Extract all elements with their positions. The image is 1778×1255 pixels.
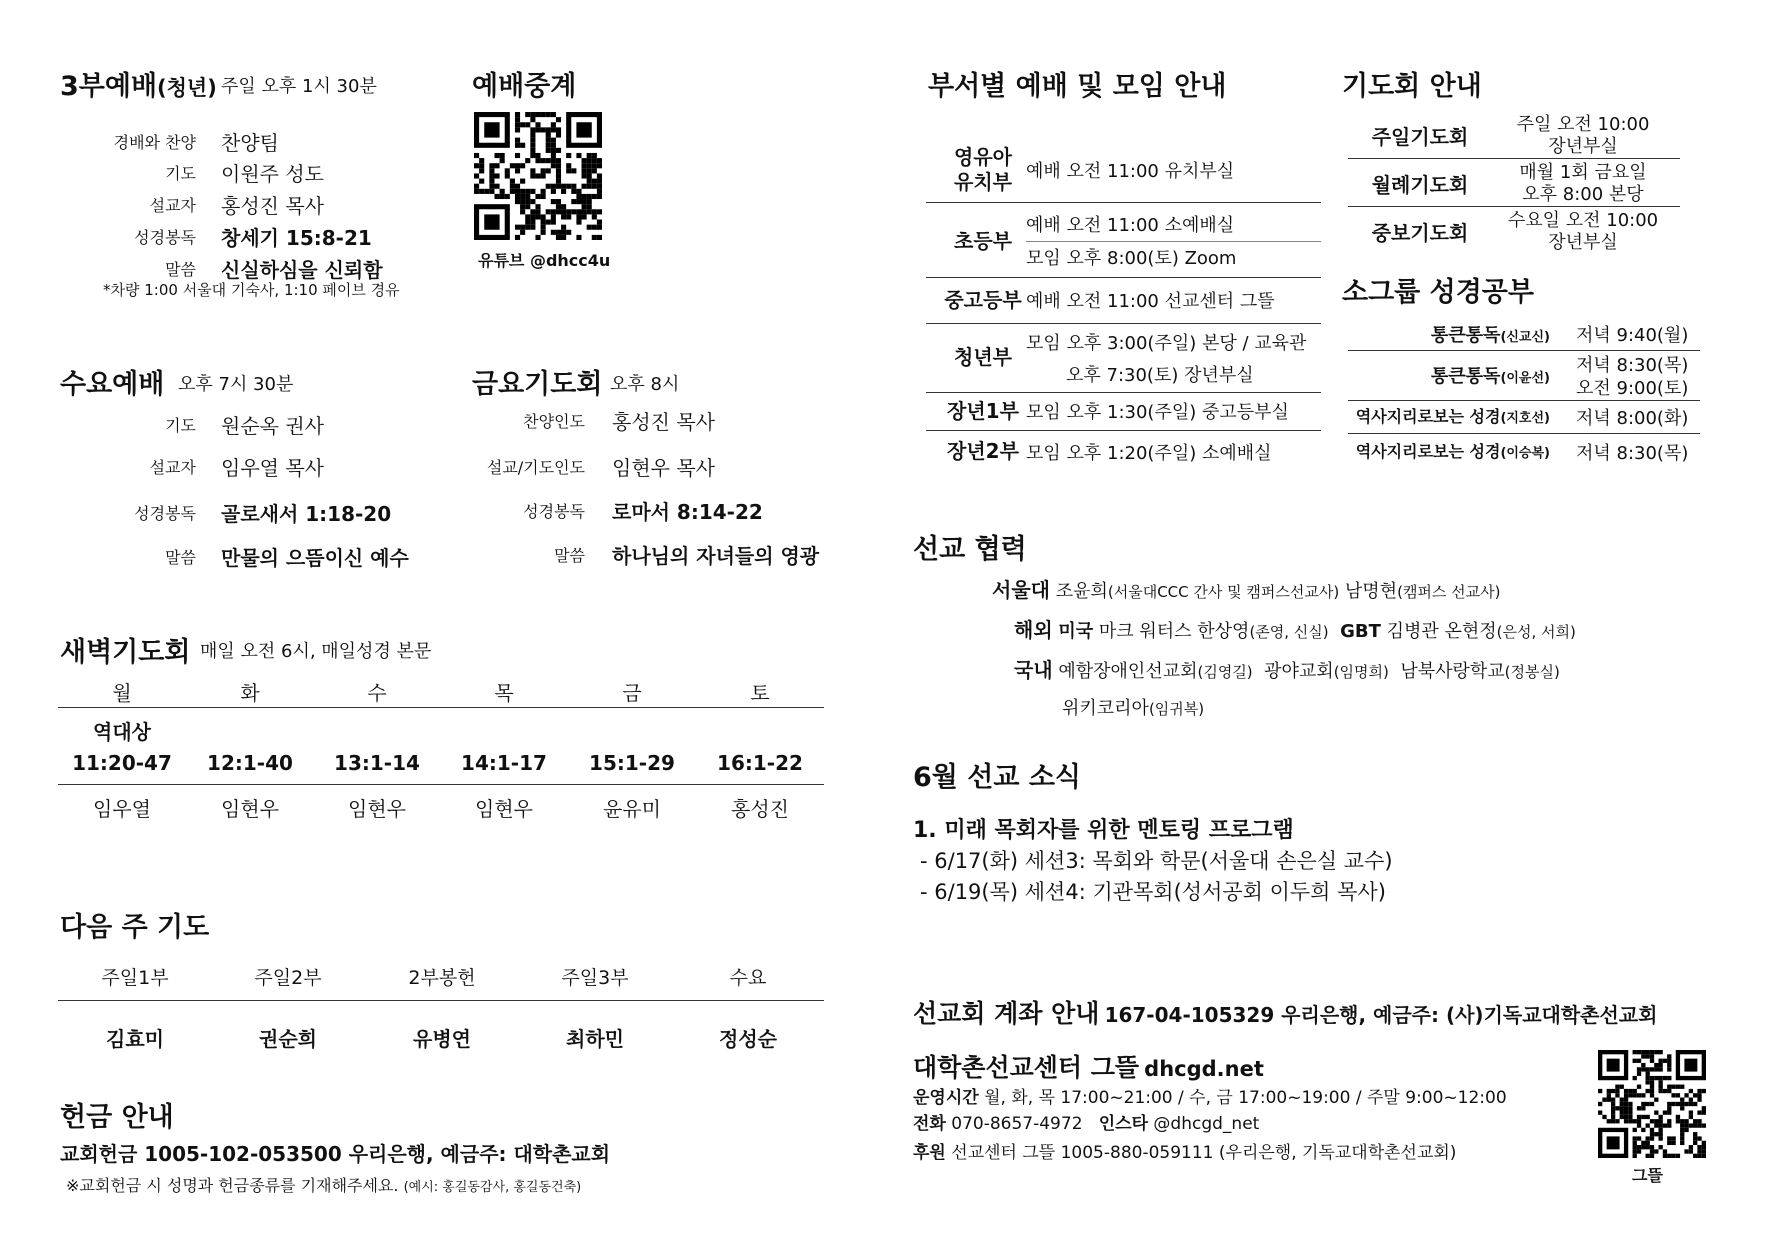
friday-title: 금요기도회	[472, 369, 603, 400]
department-name: 초등부	[954, 228, 1012, 253]
broadcast-title: 예배중계	[472, 71, 577, 102]
nextweek-header: 주일2부	[254, 967, 322, 989]
friday-row-label: 성경봉독	[523, 502, 585, 521]
dawn-leader: 임현우	[221, 797, 279, 821]
mission-seoul: 서울대 조윤희(서울대CCC 간사 및 캠퍼스선교사) 남명현(캠퍼스 선교사)	[992, 578, 1501, 602]
department-line: 모임 오후 1:20(주일) 소예배실	[1026, 442, 1272, 464]
department-name: 영유아 유치부	[954, 144, 1012, 194]
offering-title: 헌금 안내	[60, 1102, 174, 1133]
prayer-line-1: 주일 오전 10:00	[1516, 114, 1650, 135]
department-line: 오후 7:30(토) 장년부실	[1066, 364, 1254, 386]
dawn-day-header: 화	[240, 681, 260, 705]
prayer-line-2: 장년부실	[1548, 232, 1618, 253]
wednesday-row-value: 임우열 목사	[221, 456, 324, 480]
center-hours: 운영시간 월, 화, 목 17:00~21:00 / 수, 금 17:00~19:00 / 주말 9:00~12:00	[913, 1088, 1507, 1108]
dawn-leader: 임현우	[475, 797, 533, 821]
dawn-leader: 임현우	[348, 797, 406, 821]
dawn-leader: 임우열	[93, 797, 151, 821]
department-line: 모임 오후 1:30(주일) 중고등부실	[1026, 402, 1289, 423]
sunday3-row-label: 설교자	[149, 196, 196, 215]
friday-row-value: 홍성진 목사	[612, 410, 715, 434]
wednesday-row-label: 말씀	[165, 548, 196, 567]
center-contact: 전화 070-8657-4972 인스타 @dhcgd_net	[913, 1114, 1260, 1134]
department-name: 청년부	[954, 345, 1012, 369]
wednesday-row-label: 설교자	[149, 458, 196, 477]
wednesday-row-label: 기도	[165, 416, 196, 435]
department-line: 예배 오전 11:00 유치부실	[1026, 160, 1235, 182]
nextweek-name: 유병연	[413, 1027, 471, 1051]
smallgroup-time-2: 오전 9:00(토)	[1576, 378, 1689, 399]
prayer-name: 중보기도회	[1371, 221, 1469, 245]
department-line: 예배 오전 11:00 선교센터 그뜰	[1026, 291, 1275, 312]
dawn-day-header: 토	[750, 681, 770, 705]
center-title: 대학촌선교센터 그뜰 dhcgd.net	[913, 1053, 1264, 1082]
friday-row-value: 임현우 목사	[612, 456, 715, 480]
smallgroup-name	[1350, 439, 1550, 462]
sunday3-row-label: 성경봉독	[134, 228, 196, 247]
nextweek-header: 주일3부	[561, 967, 629, 989]
department-name: 장년1부	[947, 398, 1019, 423]
friday-row-value: 하나님의 자녀들의 영광	[612, 544, 820, 568]
sunday3-row-value: 창세기 15:8-21	[221, 226, 372, 250]
friday-time: 오후 8시	[610, 374, 680, 395]
sunday3-time: 주일 오후 1시 30분	[221, 76, 377, 97]
smallgroup-title-text: 통큰통독	[1430, 366, 1501, 387]
wednesday-time: 오후 7시 30분	[178, 374, 294, 395]
smallgroup-time-1: 저녁 8:30(목)	[1576, 355, 1689, 376]
smallgroup-title-text: 역사지리로보는 성경	[1355, 406, 1501, 426]
sunday3-row-value: 홍성진 목사	[221, 194, 324, 218]
smallgroup-name	[1350, 321, 1550, 347]
nextweek-header: 주일1부	[101, 967, 169, 989]
dawn-passage: 14:1-17	[461, 751, 547, 775]
prayer-name: 주일기도회	[1371, 125, 1469, 149]
dawn-day-header: 월	[112, 681, 132, 705]
wednesday-row-label: 성경봉독	[134, 504, 196, 523]
sunday3-row-label: 기도	[165, 164, 196, 183]
nextweek-title: 다음 주 기도	[60, 912, 210, 943]
department-name: 장년2부	[947, 439, 1019, 463]
smallgroup-time-1: 저녁 9:40(월)	[1576, 324, 1689, 346]
dawn-passage: 12:1-40	[207, 751, 293, 775]
center-support: 후원 선교센터 그뜰 1005-880-059111 (우리은행, 기독교대학촌선교회)	[913, 1143, 1457, 1163]
dawn-leader: 윤유미	[603, 797, 661, 821]
dawn-passage: 16:1-22	[717, 751, 803, 775]
mission-domestic-2: 위키코리아(임귀복)	[1062, 698, 1205, 719]
wednesday-row-value: 골로새서 1:18-20	[221, 502, 392, 526]
department-line: 모임 오후 3:00(주일) 본당 / 교육관	[1026, 333, 1307, 354]
dawn-passage: 13:1-14	[334, 751, 420, 775]
friday-row-value: 로마서 8:14-22	[612, 500, 763, 524]
wednesday-title: 수요예배	[60, 369, 165, 400]
nextweek-name: 김효미	[106, 1027, 164, 1051]
department-line: 예배 오전 11:00 소예배실	[1026, 215, 1235, 236]
dawn-passage: 11:20-47	[72, 751, 172, 775]
prayer-name: 월례기도회	[1371, 173, 1469, 197]
dawn-passage: 15:1-29	[589, 751, 675, 775]
june-item-1: - 6/17(화) 세션3: 목회와 학문(서울대 손은실 교수)	[920, 849, 1393, 873]
dawn-book: 역대상	[93, 720, 151, 744]
broadcast-caption: 유튜브 @dhcc4u	[478, 251, 611, 270]
dawn-day-header: 수	[367, 681, 387, 705]
dawn-time: 매일 오전 6시, 매일성경 본문	[200, 641, 432, 662]
nextweek-name: 정성순	[719, 1027, 777, 1051]
dawn-day-header: 금	[622, 681, 642, 705]
mission-domestic: 국내 예함장애인선교회(김영길) 광야교회(임명희) 남북사랑학교(정봉실)	[1014, 658, 1560, 682]
smallgroup-title-text: 역사지리로보는 성경	[1355, 441, 1501, 461]
sunday3-row-value: 신실하심을 신뢰함	[221, 258, 383, 282]
sunday3-row-value: 찬양팀	[221, 131, 279, 155]
friday-row-label: 설교/기도인도	[486, 458, 585, 477]
departments-title: 부서별 예배 및 모임 안내	[928, 71, 1227, 102]
prayer-line-2: 오후 8:00 본당	[1522, 184, 1644, 205]
mission-title: 선교 협력	[913, 534, 1027, 565]
prayer-title: 기도회 안내	[1342, 71, 1482, 102]
smallgroup-leader: (이윤선)	[1500, 371, 1550, 386]
friday-row-label: 말씀	[554, 546, 585, 565]
smallgroup-title-text: 통큰통독	[1430, 324, 1501, 346]
dawn-day-header: 목	[494, 681, 514, 705]
smallgroup-leader: (지호선)	[1500, 410, 1550, 426]
smallgroup-leader: (이승복)	[1500, 445, 1550, 461]
prayer-line-1: 매월 1회 금요일	[1519, 162, 1647, 183]
june-title: 6월 선교 소식	[913, 762, 1081, 793]
dawn-title: 새벽기도회	[60, 637, 191, 668]
sunday3-row-value: 이원주 성도	[221, 162, 324, 186]
prayer-line-1: 수요일 오전 10:00	[1507, 210, 1659, 231]
friday-row-label: 찬양인도	[523, 412, 585, 431]
smallgroup-name	[1350, 404, 1550, 427]
dawn-leader: 홍성진	[731, 797, 789, 821]
nextweek-header: 수요	[729, 967, 767, 989]
nextweek-name: 최하민	[566, 1027, 624, 1051]
sunday3-row-label: 말씀	[165, 260, 196, 279]
smallgroup-name	[1350, 362, 1550, 388]
mission-abroad: 해외 미국 마크 워터스 한상영(존영, 신실) GBT 김병관 온현정(은성, 서희)	[1014, 618, 1576, 642]
department-name: 중고등부	[944, 287, 1022, 312]
youtube-qr-code[interactable]	[474, 112, 602, 240]
sunday3-row-label: 경배와 찬양	[113, 133, 196, 152]
sunday3-note: *차량 1:00 서울대 기숙사, 1:10 페이브 경유	[103, 281, 400, 299]
prayer-line-2: 장년부실	[1548, 136, 1618, 157]
nextweek-header: 2부봉헌	[408, 967, 476, 989]
center-qr-caption: 그뜰	[1632, 1166, 1663, 1185]
sunday3-title: 3부예배(청년)	[60, 71, 217, 102]
offering-note: ※교회헌금 시 성명과 헌금종류를 기재해주세요. (예시: 홍길동감사, 홍길동건축)	[66, 1176, 582, 1195]
smallgroup-time-1: 저녁 8:30(목)	[1576, 442, 1689, 464]
wednesday-row-value: 원순옥 권사	[221, 414, 324, 438]
offering-account: 교회헌금 1005-102-053500 우리은행, 예금주: 대학촌교회	[60, 1142, 611, 1166]
smallgroup-leader: (신교신)	[1500, 329, 1550, 345]
june-item-title: 1. 미래 목회자를 위한 멘토링 프로그램	[913, 818, 1294, 843]
center-qr-code[interactable]	[1598, 1050, 1706, 1158]
department-line: 모임 오후 8:00(토) Zoom	[1026, 248, 1237, 269]
mission-account: 선교회 계좌 안내 167-04-105329 우리은행, 예금주: (사)기독교대학촌선교회	[913, 999, 1658, 1028]
smallgroup-time-1: 저녁 8:00(화)	[1576, 407, 1689, 429]
wednesday-row-value: 만물의 으뜸이신 예수	[221, 546, 409, 570]
nextweek-name: 권순희	[259, 1027, 317, 1051]
june-item-2: - 6/19(목) 세션4: 기관목회(성서공회 이두희 목사)	[920, 880, 1386, 904]
smallgroup-title: 소그룹 성경공부	[1342, 277, 1534, 308]
